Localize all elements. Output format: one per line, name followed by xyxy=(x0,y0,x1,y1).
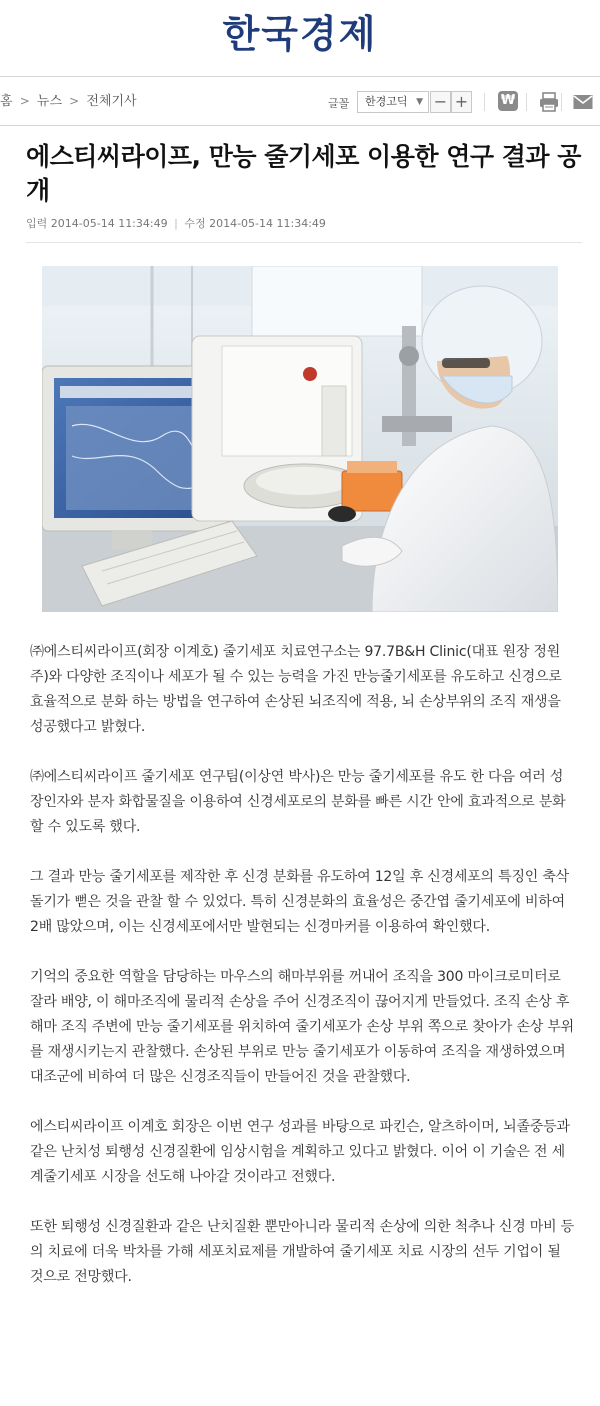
caret-down-icon: ▼ xyxy=(416,97,423,107)
breadcrumb-news[interactable]: 뉴스 xyxy=(36,94,63,109)
font-decrease-button[interactable]: − xyxy=(430,91,451,113)
divider xyxy=(484,93,485,111)
article-paragraph: ㈜에스티씨라이프 줄기세포 연구팀(이상연 박사)은 만능 줄기세포를 유도 한 다음 여러 성장인자와 분자 화합물질을 이용하여 신경세포로의 분화를 빠른 시간 안에 효과적으로 분화할 수 있도록 했다. xyxy=(30,769,566,835)
divider xyxy=(26,242,582,243)
masthead xyxy=(0,0,600,75)
won-icon-glyph: ₩ xyxy=(498,91,518,111)
article-toolbar xyxy=(0,76,600,126)
article-paragraph: 에스티씨라이프 이계호 회장은 이번 연구 성과를 바탕으로 파킨슨, 알츠하이머, 뇌졸중등과 같은 난치성 퇴행성 신경질환에 임상시험을 계획하고 있다고 밝혔다. 이어 이 기술은 전 세계줄기세포 시장을 선도해 나아갈 것이라고 전했다. xyxy=(30,1119,570,1185)
breadcrumb xyxy=(0,92,137,111)
mail-icon-svg xyxy=(572,91,594,113)
mail-icon[interactable] xyxy=(572,91,594,113)
article-dateline xyxy=(26,215,326,231)
font-increase-button[interactable]: + xyxy=(451,91,472,113)
article-paragraph: 또한 퇴행성 신경질환과 같은 난치질환 뿐만아니라 물리적 손상에 의한 척추나 신경 마비 등의 치료에 더욱 박차를 가해 세포치료제를 개발하여 줄기세포 치료 시장의 선두 기업이 될 것으로 전망했다. xyxy=(30,1219,574,1285)
published-timestamp: 2014-05-14 11:34:49 xyxy=(50,217,168,230)
article-body xyxy=(30,640,575,1315)
modified-timestamp: 2014-05-14 11:34:49 xyxy=(209,217,326,230)
article-paragraph: ㈜에스티씨라이프(회장 이계호) 줄기세포 치료연구소는 97.7B&H Clinic(대표 원장 정원주)와 다양한 조직이나 세포가 될 수 있는 능력을 가진 만능줄기세포를 유도하고 신경으로 효율적으로 분화 하는 방법을 연구하여 손상된 뇌조직에 적용, 뇌 손상부위의 조직 재생을 성공했다고 밝혔다. xyxy=(30,644,562,735)
lab-researcher-photo xyxy=(42,266,558,612)
font-label: 글꼴 xyxy=(328,97,350,110)
font-select[interactable] xyxy=(357,91,429,113)
article-paragraph: 기억의 중요한 역할을 담당하는 마우스의 해마부위를 꺼내어 조직을 300 마이크로미터로 잘라 배양, 이 해마조직에 물리적 손상을 주어 신경조직이 끊어지게 만들었다. 조직 손상 후 해마 조직 주변에 만능 줄기세포를 위치하여 줄기세포가 손상 부위 쪽으로 찾아가 손상 부위를 재생시키는지 관찰했다. 손상된 부위로 만능 줄기세포가 이동하여 조직을 재생하였으며 대조군에 비하여 더 많은 신경조직들이 만들어진 것을 관찰했다. xyxy=(30,969,574,1085)
modified-label: 수정 xyxy=(184,217,206,230)
print-icon-svg xyxy=(538,91,560,113)
article-photo xyxy=(42,266,558,612)
dateline-separator: | xyxy=(174,217,178,230)
print-icon[interactable] xyxy=(538,91,560,113)
breadcrumb-all-articles[interactable]: 전체기사 xyxy=(86,94,137,109)
breadcrumb-home[interactable]: 홈 xyxy=(0,94,13,109)
divider xyxy=(561,93,562,111)
chevron-right-icon: > xyxy=(69,94,80,108)
won-icon[interactable] xyxy=(498,91,520,113)
divider xyxy=(526,93,527,111)
published-label: 입력 xyxy=(26,217,48,230)
article-title: 에스티씨라이프, 만능 줄기세포 이용한 연구 결과 공개 xyxy=(26,142,581,205)
chevron-right-icon: > xyxy=(19,94,30,108)
font-select-value: 한경고딕 xyxy=(365,95,408,108)
site-logo[interactable]: 한국경제 xyxy=(222,11,378,56)
article-paragraph: 그 결과 만능 줄기세포를 제작한 후 신경 분화를 유도하여 12일 후 신경세포의 특징인 축삭돌기가 뻗은 것을 관찰 할 수 있었다. 특히 신경분화의 효율성은 중간엽 줄기세포에 비하여 2배 많았으며, 이는 신경세포에서만 발현되는 신경마커를 이용하여 확인했다. xyxy=(30,869,570,935)
